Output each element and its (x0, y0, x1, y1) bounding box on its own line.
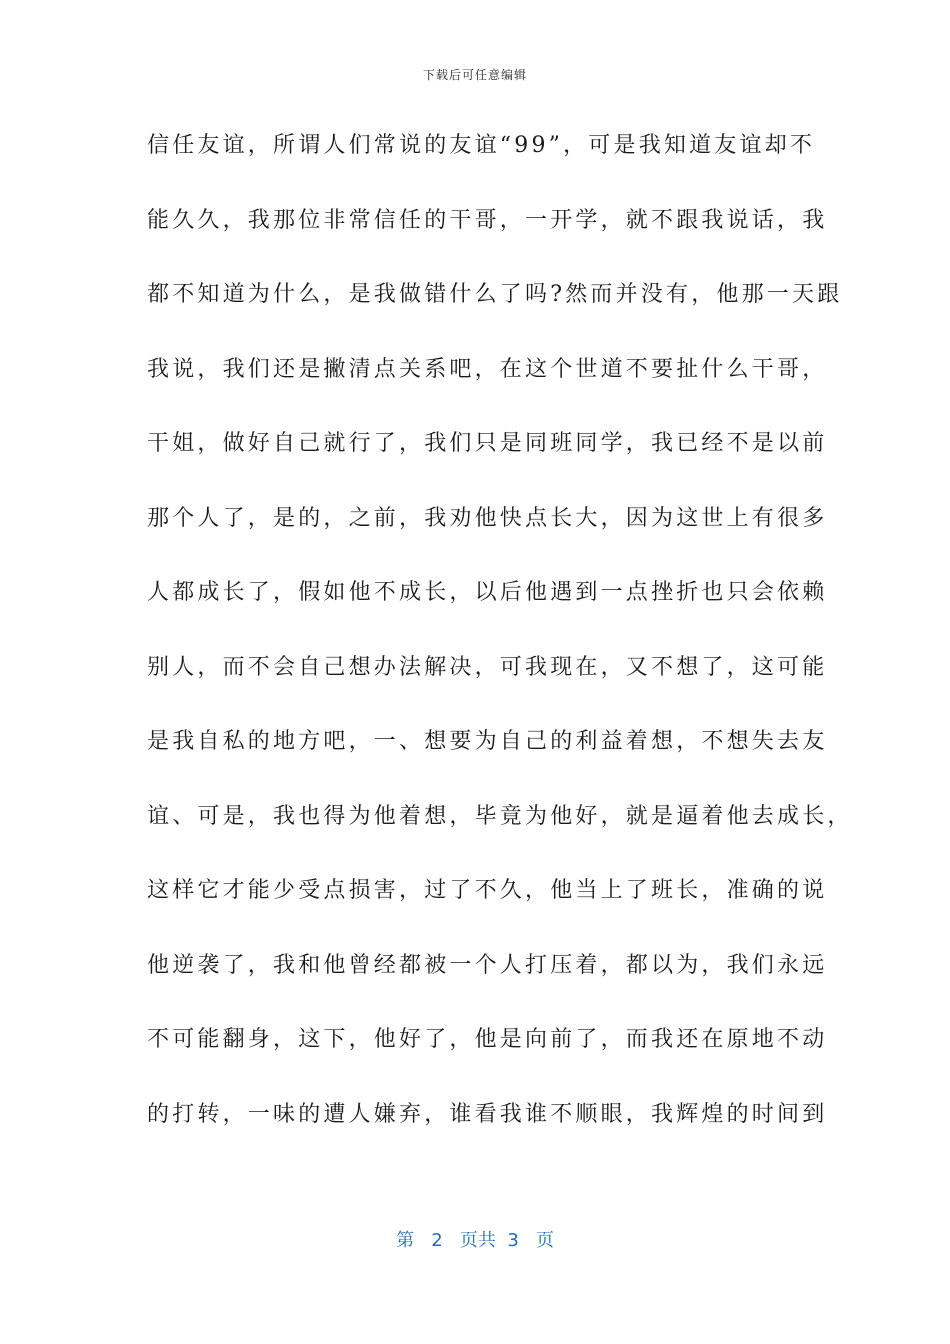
text-line: 我说，我们还是撇清点关系吧，在这个世道不要扯什么干哥， (147, 356, 828, 382)
text-line: 信任友谊，所谓人们常说的友谊“99”，可是我知道友谊却不 (147, 133, 816, 158)
text-line: 干姐，做好自己就行了，我们只是同班同学，我已经不是以前 (147, 431, 828, 456)
text-line: 那个人了，是的，之前，我劝他快点长大，因为这世上有很多 (147, 505, 828, 531)
footer-middle: 页共 (459, 1230, 496, 1251)
body-text (147, 128, 853, 1171)
text-line: 别人，而不会自己想办法解决，可我现在，又不想了，这可能 (147, 654, 828, 680)
footer-suffix: 页 (535, 1230, 554, 1251)
text-line: 这样它才能少受点损害，过了不久，他当上了班长，准确的说 (147, 878, 828, 903)
header-note: 下载后可任意编辑 (422, 68, 527, 82)
text-line: 人都成长了，假如他不成长，以后他遇到一点挫折也只会依赖 (147, 580, 828, 605)
text-line: 他逆袭了，我和他曾经都被一个人打压着，都以为，我们永远 (147, 952, 828, 978)
text-line: 的打转，一味的遭人嫌弃，谁看我谁不顺眼，我辉煌的时间到 (147, 1101, 828, 1127)
text-line: 能久久，我那位非常信任的干哥，一开学，就不跟我说话，我 (147, 207, 828, 233)
footer-prefix: 第 (396, 1230, 415, 1251)
total-pages-number: 3 (507, 1230, 519, 1251)
text-line: 是我自私的地方吧，一、想要为自己的利益着想，不想失去友 (147, 729, 828, 754)
text-line: 不可能翻身，这下，他好了，他是向前了，而我还在原地不动 (147, 1027, 828, 1052)
text-line: 谊、可是，我也得为他着想，毕竟为他好，就是逼着他去成长， (147, 803, 853, 829)
page-number-footer (0, 1226, 950, 1252)
current-page-number: 2 (431, 1230, 443, 1251)
text-line: 都不知道为什么，是我做错什么了吗?然而并没有，他那一天跟 (147, 282, 843, 307)
